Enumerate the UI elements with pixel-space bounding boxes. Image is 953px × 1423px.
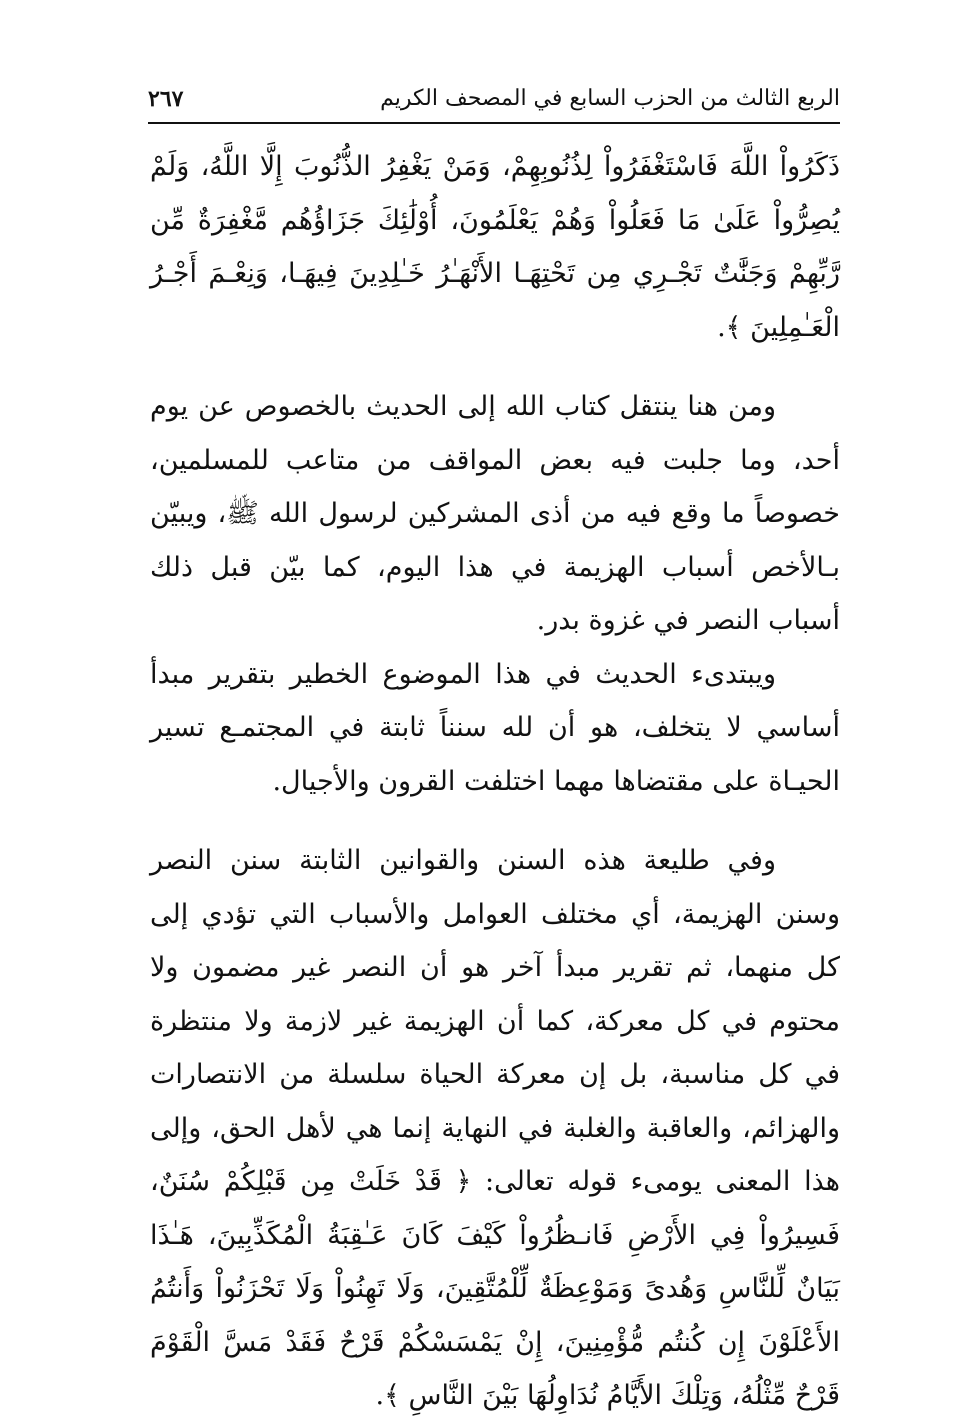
paragraph-gap — [150, 808, 840, 834]
paragraph-victory-defeat: وفي طليعة هذه السنن والقوانين الثابتة سنن النصر وسنن الهزيمة، أي مختلف العوامل والأسباب التي تؤدي إلى كل منهما، ثم تقرير مبدأ آخر هو أن النصر غير مضمون ولا محتوم في كل معركة، كما أن الهزيمة غير لازمة ولا منتظرة في كل مناسبة، بل إن معركة الحياة سلسلة من الانتصارات والهزائم، والعاقبة والغلبة في النهاية إنما هي لأهل الحق، وإلى هذا المعنى يومىء قوله تعالى: ﴿ قَدْ خَلَتْ مِن قَبْلِكُمْ سُنَنٌ، فَسِيرُواْ فِي الأَرْضِ فَانـظُرُواْ كَيْفَ كَانَ عَـٰقِبَةُ الْمُكَذِّبِينَ، هَـٰذَا بَيَانٌ لِّلنَّاسِ وَهُدىً وَمَوْعِظَةٌ لِّلْمُتَّقِينَ، وَلَا تَهِنُواْ وَلَا تَحْزَنُواْ وَأَنتُمُ الأَعْلَوْنَ إِن كُنتُم مُّؤْمِنِينَ، إِنْ يَمْسَسْكُمْ قَرْحٌ فَقَدْ مَسَّ الْقَوْمَ قَرْحٌ مِّثْلُهُ، وَتِلْكَ الأَيَّامُ نُدَاوِلُهَا بَيْنَ النَّاسِ ﴾. — [150, 845, 840, 1411]
running-title: الربع الثالث من الحزب السابع في المصحف الكريم — [380, 86, 840, 111]
quran-verse-continuation: ذَكَرُواْ اللَّهَ فَاسْتَغْفَرُواْ لِذُنُوبِهِمْ، وَمَنْ يَغْفِرُ الذُّنُوبَ إِلَّا اللَّهُ، وَلَمْ يُصِرُّواْ عَلَىٰ مَا فَعَلُواْ وَهُمْ يَعْلَمُونَ، أُوْلَٰئِكَ جَزَاؤُهُم مَّغْفِرَةٌ مِّن رَّبِّهِمْ وَجَنَّٰتٌ تَجْـرِي مِن تَحْتِهَـا الأَنْهَـٰرُ خَـٰلِدِينَ فِيهَـا، وَنِعْـمَ أَجْـرُ الْعَـٰمِلِينَ ﴾. — [150, 151, 840, 343]
page-body — [150, 140, 840, 1423]
paragraph-sunan-principle: ويبتدىء الحديث في هذا الموضوع الخطير بتقرير مبدأ أساسي لا يتخلف، هو أن لله سنناً ثابتة في المجتمـع تسير الحيـاة على مقتضاها مهما اختلفت القرون والأجيال. — [150, 658, 840, 797]
header-divider — [148, 122, 840, 124]
paragraph-uhud-intro: ومن هنا ينتقل كتاب الله إلى الحديث بالخصوص عن يوم أحد، وما جلبت فيه بعض المواقف من متاعب للمسلمين، خصوصاً ما وقع فيه من أذى المشركين لرسول الله ﷺ، ويبيّن بـالأخص أسباب الهزيمة في هذا اليوم، كما بيّن قبل ذلك أسباب النصر في غزوة بدر. — [150, 391, 840, 636]
paragraph-gap — [150, 354, 840, 380]
page-header — [148, 78, 840, 122]
page-number: ٢٦٧ — [148, 86, 184, 112]
